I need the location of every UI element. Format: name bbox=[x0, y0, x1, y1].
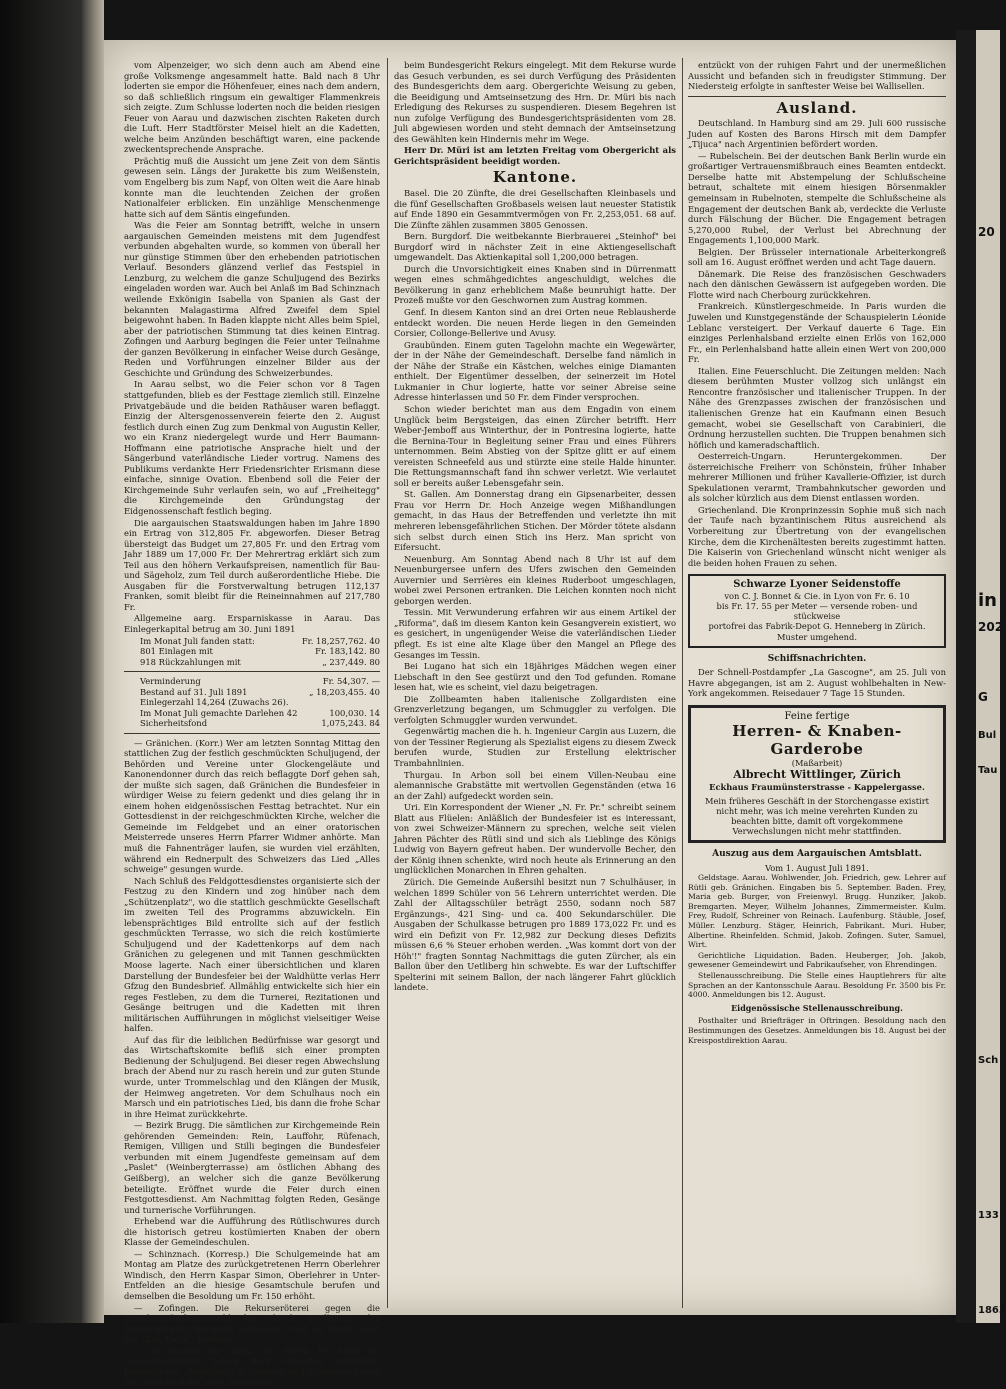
page-fold bbox=[82, 0, 104, 1323]
divider bbox=[688, 96, 946, 97]
ad-line: bis Fr. 17. 55 per Meter — versende roben- und stückweise bbox=[716, 600, 918, 622]
paragraph: Geldstage. Aarau. Wohlwender, Joh. Friedrich, gew. Lehrer auf Rütli geb. Gränichen. Eingaben bis 5. September. Baden. Frey, Maria geb. Burger, von Freienwyl. Brugg. Hunziker, Jakob. Bremgarten. Meyer, Wilhelm Johannes, Zimmermeister. Kulm. Frey, Rudolf, Schreiner von Reinach. Laufenburg. Stäuble, Josef, Müller. Lenzburg. Stäger, Heinrich, Fabrikant. Muri. Huber, Albertine. Rheinfelden. Schmid, Jakob. Zofingen. Suter, Samuel, Wirt. bbox=[688, 873, 946, 950]
ad-firm: Albrecht Wittlinger, Zürich bbox=[733, 768, 901, 782]
paragraph: Die aargauischen Staatswaldungen haben im Jahre 1890 ein Ertrag von 312,805 Fr. abgeworfen. Dieser Betrag übersteigt das Budget um 27,805 Fr. und den Ertrag vom Jahr 1889 um 17,000 Fr. Der Mehrertrag erklärt sich zum Teil aus den höhern Verkaufspreisen, namentlich für Bau- und Sägeholz, zum Teil durch außerordentliche Hiebe. Die Ausgaben für die Forstverwaltung betrugen 112,137 Franken, somit bleibt für die Reineinnahmen auf 217,780 Fr. bbox=[124, 517, 380, 612]
adjacent-page-strip bbox=[976, 30, 1000, 1323]
amtsblatt-title: Auszug aus dem Aargauischen Amtsblatt. bbox=[712, 849, 922, 860]
paragraph: Stellenausschreibung. Die Stelle eines Hauptlehrers für alte Sprachen an der Kantonsschule Aarau. Besoldung Fr. 3500 bis Fr. 4000. Anmeldungen bis 12. August. bbox=[688, 971, 946, 1000]
eidg-title: Eidgenössische Stellenausschreibung. bbox=[731, 1002, 903, 1013]
adjacent-page-edge bbox=[956, 30, 1006, 1323]
divider bbox=[124, 733, 380, 734]
table-row: Bestand auf 31. Juli 1891 „ 18,203,455. 40 bbox=[140, 686, 380, 697]
section-title-ausland: Ausland. bbox=[776, 98, 858, 117]
ad-pre: Feine fertige bbox=[784, 710, 850, 722]
edge-fragment: G bbox=[978, 690, 988, 704]
paragraph: Gegenwärtig machen die h. h. Ingenieur Cargin aus Luzern, die von der Tessiner Regierung als Spezialist eigens zu diesem Zweck berufen wurde, Studien zur Erstellung elektrischer Trambahnlinien. bbox=[394, 726, 676, 768]
paragraph: Italien. Eine Feuerschlucht. Die Zeitungen melden: Nach diesem berühmten Muster vollzog sich unlängst ein Rencontre französischer und italienischer Truppen. In der Nähe des Grenzpasses zwischen der französischen und italienischen Grenze hat ein Kaufmann einen Besuch gemacht, wobei sie Gesellschaft von Carabinieri, die Ordnung herzustellen suchten. Die Truppen benahmen sich höflich und kameradschaftlich. bbox=[688, 365, 946, 450]
paragraph: Uri. Ein Korrespondent der Wiener „N. Fr. Pr." schreibt seinem Blatt aus Flüelen: Anläßlich der Bundesfeier ist es interessant, von zwei Schweizer-Männern zu sprechen, welche seit vielen Jahren Pächter des Rütli sind und sich als Lieblinge des Königs Ludwig von Bayern gefreut haben. Der wundervolle Becher, den der König ihnen schenkte, wird noch heute als Erinnerung an den unglücklichen Monarchen in Ehren gehalten. bbox=[394, 802, 676, 876]
paragraph: beim Bundesgericht Rekurs eingelegt. Mit dem Rekurse wurde das Gesuch verbunden, es sei durch Verfügung des Präsidenten des Bundesgerichts dem aarg. Obergerichte Weisung zu geben, die Beeidigung und Amtseinsetzung des Hrn. Dr. Müri bis nach Erledigung des Rekurses zu suspendieren. Diesem Begehren ist nun zufolge Verfügung des Bundesgerichtspräsidenten vom 28. Juli abgewiesen worden und steht demnach der Amtseinsetzung des Gewählten kein Hindernis mehr im Wege. bbox=[394, 60, 676, 144]
table-row: 918 Rückzahlungen mit „ 237,449. 80 bbox=[140, 656, 380, 667]
paragraph: Zürich. Die Gemeinde Außersihl besitzt nun 7 Schulhäuser, in welchen 1899 Schüler von 56 Lehrern unterrichtet werden. Die Zahl der Alltagsschüler beträgt 2550, sodann noch 587 Ergänzungs-, 421 Sing- und ca. 400 Sekundarschüler. Die Ausgaben der Schulkasse betrugen pro 1889 173,022 Fr. und es wird ein Defizit von Fr. 12,982 zur Deckung dieses Defizits müssen 6,6 % Steuer erhoben werden. „Was kommt dort von der Höh'!" fragten Sonntag Nachmittags die guten Zürcher, als ein Ballon über den Uetliberg hin schwebte. Es war der Luftschiffer Spelterini mit seinem Ballon, der nach längerer Fahrt glücklich landete. bbox=[394, 877, 676, 993]
paragraph: Griechenland. Die Kronprinzessin Sophie muß sich nach der Taufe nach byzantinischem Ritus ausreichend als Vorbereitung zur Übertretung von der evangelischen Kirche, dem die Kirchenältesten bereits zugestimmt hatten. Die Kaiserin von Griechenland wünscht nicht weniger als die beiden hohen Frauen zu sehen. bbox=[688, 504, 946, 568]
column-3 bbox=[688, 60, 946, 1046]
edge-fragment: Bul bbox=[978, 730, 997, 741]
paragraph: Basel. Die 20 Zünfte, die drei Gesellschaften Kleinbasels und die fünf Gesellschaften Großbasels weisen laut neuester Statistik auf Ende 1890 ein Gesammtvermögen von Fr. 2,253,051. 68 auf. Die Zünfte zählen zusammen 3805 Genossen. bbox=[394, 188, 676, 230]
paragraph: — Rubelschein. Bei der deutschen Bank Berlin wurde ein großartiger Vertrauensmißbrauch eines Beamten entdeckt. Derselbe hatte mit Abstempelung der Schlußscheine betraut, schaltete mit einem hiesigen Börsenmakler gemeinsam in Rubelnoten, stempelte die Schlußscheine als Engagement der deutschen Bank ab, verdeckte die Verluste durch Fälschung der Bücher. Die Engagement betragen 5,270,000 Rubel, der Verlust bei Abrechnung der Engagements 1,100,000 Mark. bbox=[688, 150, 946, 246]
paragraph: St. Gallen. Am Donnerstag drang ein Gipsenarbeiter, dessen Frau vor Herrn Dr. Hoch Anzeige wegen Mißhandlungen gemacht, in das Haus der Betreffenden und verletzte ihn mit mehreren lebensgefährlichen Stichen. Der Mörder tötete alsdann sich selbst durch einen Stich ins Herz. Man spricht von Eifersucht. bbox=[394, 489, 676, 553]
paragraph: In Aarau selbst, wo die Feier schon vor 8 Tagen stattgefunden, blieb es der Festtage ziemlich still. Einzelne Privatgebäude und die beiden Rathäuser waren beflaggt. Einzig der Altersgenossenverein feierte den 2. August festlich durch einen Zug zum Denkmal von Augustin Keller, wo ein Kranz niedergelegt wurde und Herr Baumann-Hoffmann eine patriotische Ansprache hielt und der Sängerbund vaterländische Lieder vortrug. Namens des Publikums verdankte Herr Friedensrichter Erismann diese einfache, sinnige Ovation. Ebenbend soll die Feier der Kirchgemeinde Suhr verlaufen sein, wo auf „Freiheitegg" die Kirchgemeinde den Gründungstag der Eidgenossenschaft festlich beging. bbox=[124, 379, 380, 516]
paragraph: Deutschland. In Hamburg sind am 29. Juli 600 russische Juden auf Kosten des Barons Hirsch mit dem Dampfer „Tijuca" nach Argentinien befördert worden. bbox=[688, 118, 946, 150]
paragraph: — Gränichen. (Korr.) Wer am letzten Sonntag Mittag den stattlichen Zug der festlich geschmückten Schuljugend, der Behörden und Vereine unter Glockengeläute und Kanonendonner durch das reich beflaggte Dorf gehen sah, der mußte sich sagen, daß Gränichen die Bundesfeier in würdiger Weise zu feiern gedenkt und dies gelang ihr in einem hohen eidgenössischen Festtag betrachtet. Nur ein Gottesdienst in der reichgeschmückten Kirche, welcher die Gemeinde im Feldgebet und an einer oratorischen Meisterrede unseres Herrn Pfarrer Widmer anhörte. Man muß die Fahnenträger laufen, sie wurden viel erzählten, während ein Rednerpult des Schweizers das Lied „Alles schweige" gesungen wurde. bbox=[124, 737, 380, 875]
edge-fragment: Tau bbox=[978, 765, 998, 776]
edge-fragment: 20 bbox=[978, 225, 995, 239]
paragraph: Thurgau. In Arbon soll bei einem Villen-Neubau eine alemannische Grabstätte mit wertvollen Gegenständen (etwa 16 an der Zahl) aufgedeckt worden sein. bbox=[394, 769, 676, 801]
book-binding-shadow bbox=[0, 0, 95, 1323]
paragraph: Neuenburg. Am Sonntag Abend nach 8 Uhr ist auf dem Neuenburgersee unfern des Ufers zwischen den Gemeinden Auvernier und Serrières ein kleines Ruderboot umgeschlagen, wobei zwei Personen ertranken. Die Leichen konnten noch nicht geborgen werden. bbox=[394, 553, 676, 606]
paragraph: Dänemark. Die Reise des französischen Geschwaders nach den dänischen Gewässern ist aufgegeben worden. Die Flotte wird nach Cherbourg zurückkehren. bbox=[688, 268, 946, 300]
edge-fragment: 1863 bbox=[978, 1305, 1006, 1316]
ad-address: Eckhaus Fraumünsterstrasse - Kappelergasse. bbox=[709, 782, 925, 793]
paragraph: Nach Schluß des Feldgottesdienstes organisierte sich der Festzug zu den Kindern und zog hinüber nach dem „Schützenplatz", wo die stattlich geschmückte Gesellschaft im zweiten Teil des Programms abzuwickeln. Ein lebensprächtiges Bild entrollte sich auf der festlich geschmückten Terrasse, wo sich die reich kostümierte Schuljugend und der Kadettenkorps auf dem nach Gränichen zu gelegenen und mit Tannen geschmückten Moose lagerte. Nach einer übersichtlichen und klaren Darstellung der Bundesfeier bei der Waldhütte verlas Herr Gfzug den Bundesbrief. Allmählig entwickelte sich hier ein reges Festleben, zu dem die Turnerei, Rezitationen und Gesänge beitrugen und die Kadetten mit ihren militärischen Aufführungen in möglichst vielseitiger Weise halfen. bbox=[124, 875, 380, 1034]
paragraph: Bei Lugano hat sich ein 18jähriges Mädchen wegen einer Liebschaft in den See gestürzt und den Tod gefunden. Romane lesen hat, wie es scheint, viel dazu beigetragen. bbox=[394, 661, 676, 693]
column-rule bbox=[682, 58, 683, 1308]
paragraph: Bern. Burgdorf. Die weitbekannte Bierbrauerei „Steinhof" bei Burgdorf wird in nächster Zeit in eine Aktiengesellschaft umgewandelt. Das Aktienkapital soll 1,200,000 betragen. bbox=[394, 231, 676, 263]
savings-bank-table bbox=[124, 636, 380, 729]
paragraph: Schon wieder berichtet man aus dem Engadin von einem Unglück beim Bergsteigen, das einen Zürcher betrifft. Herr Weber-Jemboff aus Winterthur, der in Pontresina logierte, hatte die Bernina-Tour in Begleitung seiner Frau und eines Führers unternommen. Beim Abstieg von der Spitze glitt er auf einem vereisten Schneefeld aus und stürzte eine steile Halde hinunter. Die Rettungsmannschaft fand ihn schwer verletzt. Wie verlautet soll er bereits außer Lebensgefahr sein. bbox=[394, 403, 676, 488]
ad-title: Herren- & Knaben-Garderobe bbox=[732, 722, 902, 759]
paragraph: Der Schnell-Postdampfer „La Gascogne", am 25. Juli von Havre abgegangen, ist am 2. August wohlbehalten in New-York angekommen. Reisedauer 7 Tage 15 Stunden. bbox=[688, 667, 946, 699]
paragraph: entzückt von der ruhigen Fahrt und der unermeßlichen Aussicht und befanden sich in freudigster Stimmung. Der Niedersteig erfolgte in sanftester Weise bei Wallisellen. bbox=[688, 60, 946, 92]
edge-fragment: Sch bbox=[978, 1055, 999, 1066]
ship-news-title: Schiffsnachrichten. bbox=[767, 653, 867, 664]
edge-fragment: 202 bbox=[978, 620, 1004, 634]
paragraph: Auf das für die leiblichen Bedürfnisse war gesorgt und das Wirtschaftskomite befliß sich einer prompten Bedienung der Schuljugend. Bei dieser regen Abwechslung brach der Abend nur zu rasch herein und zur guten Stunde wurde, unter Trommelschlag und den Klängen der Musik, der Heimweg angetreten. Vor dem Schulhaus noch ein Marsch und ein patriotisches Lied, bis dann die frohe Schar in ihre Heimat zurückkehrte. bbox=[124, 1034, 380, 1119]
edge-fragment: in bbox=[978, 590, 997, 611]
column-1 bbox=[124, 60, 380, 1389]
paragraph: Erhebend war die Aufführung des Rütlischwures durch die historisch getreu kostümierten Knaben der obern Klasse der Gemeindeschulen. bbox=[124, 1216, 380, 1248]
edge-fragment: 133 bbox=[978, 1210, 999, 1221]
ad-line: Muster umgehend. bbox=[777, 631, 857, 642]
paragraph: — Zofingen. Die Rekurseröterei gegen die Gerichtspräsidentenwahl hat durch Verfügung des Bundesgerichts ihr Ende gefunden. „Gott sei Dank!" sagt das „Zof. Tagbl." hierüber. bbox=[124, 1302, 380, 1345]
paragraph: Oesterreich-Ungarn. Heruntergekommen. Der österreichische Freiherr von Schönstein, früher Inhaber mehrerer Millionen und früher Kavallerie-Offizier, ist durch Spekulationen verarmt, Trambahnkutscher geworden und als solcher kürzlich aus dem Dienst entlassen worden. bbox=[688, 451, 946, 504]
ad-line: portofrei das Fabrik-Depot G. Henneberg in Zürich. bbox=[708, 621, 926, 632]
paragraph: Durch die Unvorsichtigkeit eines Knaben sind in Dürrenmatt wegen eines schmähgedichtes angeschuldigt, welches die Bevölkerung in ganz erheblichem Maße beunruhigt hatte. Der Prozeß mußte vor den Geschwornen zum Austrag kommen. bbox=[394, 263, 676, 306]
column-2 bbox=[394, 60, 676, 994]
divider bbox=[124, 671, 380, 672]
column-rule bbox=[387, 58, 388, 1308]
table-row: Sicherheitsfond 1,075,243. 84 bbox=[140, 718, 380, 729]
paragraph: Genf. In diesem Kanton sind an drei Orten neue Reblausherde entdeckt worden. Die neuen Herde liegen in den Gemeinden Corsier, Collonge-Bellerive und Avusy. bbox=[394, 307, 676, 339]
newspaper-page bbox=[104, 40, 956, 1388]
paragraph: — Bezirk Brugg. Die sämtlichen zur Kirchgemeinde Rein gehörenden Gemeinden: Rein, Lauffohr, Rüfenach, Remigen, Villigen und Stilli begingen die Bundesfeier verbunden mit einem Jugendfeste gemeinsam auf dem „Paslet" (Weinbergterrasse) am östlichen Abhang des Geißberg), an welcher sich die ganze Bevölkerung beteiligte. Eröffnet wurde die Feier durch einen Festgottesdienst. Am Nachmittag folgten Reden, Gesänge und turnerische Vorführungen. bbox=[124, 1120, 380, 1215]
ad-sub: (Maßarbeit) bbox=[791, 758, 843, 769]
paragraph: Herr Dr. Müri ist am letzten Freitag vom Obergericht als Gerichtspräsident beeidigt worden. bbox=[394, 145, 676, 166]
paragraph: Die Zollbeamten haben italienische Zollgardisten eine Grenzverletzung begangen, um Schmuggler zu verfolgen. Die verfolgten Schmuggler wurden verwundet. bbox=[394, 693, 676, 725]
advertisement-garderobe bbox=[688, 705, 946, 843]
table-row: Im Monat Juli fanden statt: Fr. 18,257,762. 40 bbox=[140, 635, 380, 646]
ad-title: Schwarze Lyoner Seidenstoffe bbox=[733, 579, 901, 591]
savings-bank-intro: Allgemeine aarg. Ersparniskasse in Aarau. Das Einlegerkapital betrug am 30. Juni 1891 bbox=[124, 613, 380, 634]
paragraph: — In Sachen der Wahl des Herrn Dr. Müri als Gerichtspräsident haben Herr Sebastian Schmidlin, Redaktor der „Tagespost" in Zofingen und Konsorten gegen den Entscheid der aarg. Regierung bbox=[124, 1345, 380, 1388]
paragraph: — Schinznach. (Korresp.) Die Schulgemeinde hat am Montag am Platze des zurückgetretenen Herrn Oberlehrer Windisch, den Herrn Kaspar Simon, Oberlehrer in Unter-Entfelden an die hiesige Gesamtschule berufen und demselben die Besoldung um Fr. 150 erhöht. bbox=[124, 1248, 380, 1301]
ad-text: Mein früheres Geschäft in der Storchengasse existirt nicht mehr, was ich meine verehrten Kunden zu beachten bitte, damit oft vorgekommene Verwechslungen nicht mehr stattfinden. bbox=[704, 795, 929, 837]
table-row: Im Monat Juli gemachte Darlehen 42 100,030. 14 bbox=[140, 707, 380, 718]
paragraph: Frankreich. Künstlergeschmeide. In Paris wurden die Juwelen und Kunstgegenstände der Schauspielerin Léonide Leblanc versteigert. Der Verkauf dauerte 6 Tage. Ein einziges Perlenhalsband erzielte einen Erlös von 162,000 Fr., ein Perlenhalsband hatte allein einen Wert von 200,000 Fr. bbox=[688, 301, 946, 365]
advertisement-silk bbox=[688, 574, 946, 648]
paragraph: Graubünden. Einem guten Tagelohn machte ein Wegewärter, der in der Nähe der Gemeindeschaft. Derselbe fand nämlich in der Nähe der Straße ein Kästchen, welches einige Diamanten enthielt. Der Eigentümer desselben, der seinerzeit im Hotel Lukmanier in Chur logierte, hatte vor seiner Abreise seine Adresse hinterlassen und 50 Fr. dem Finder versprochen. bbox=[394, 339, 676, 403]
table-row: 801 Einlagen mit Fr. 183,142. 80 bbox=[140, 646, 380, 657]
paragraph: Prächtig muß die Aussicht um jene Zeit von dem Säntis gewesen sein. Längs der Jurakette bis zum Weißenstein, vom Engelberg bis zum Napf, von Olten weit die Aare hinab konnte man die leuchtenden Zeichen der großen Nationalfeier erblicken. Ein unzählige Menschenmenge hatte sich auf dem Säntis eingefunden. bbox=[124, 155, 380, 219]
paragraph: Posthalter und Briefträger in Oftringen. Besoldung nach den Bestimmungen des Gesetzes. Anmeldungen bis 18. August bei der Kreispostdirektion Aarau. bbox=[688, 1016, 946, 1045]
table-row: Einlegerzahl 14,264 (Zuwachs 26). bbox=[140, 697, 289, 708]
amtsblatt-date: Vom 1. August Juli 1891. bbox=[765, 862, 869, 873]
paragraph: Tessin. Mit Verwunderung erfahren wir aus einem Artikel der „Riforma", daß im diesem Kanton kein Gesangverein existiert, wo es gesichert, in ungenügender Weise die vaterländischen Lieder pflegt. Es ist eine alte Klage über den Mangel an Pflege des Gesanges im Tessin. bbox=[394, 607, 676, 660]
table-row: Verminderung Fr. 54,307. — bbox=[140, 676, 380, 687]
ad-line: von C. J. Bonnet & Cie. in Lyon von Fr. 6. 10 bbox=[724, 590, 910, 601]
paragraph: Was die Feier am Sonntag betrifft, welche in unsern aargauischen Gemeinden meistens mit dem Jugendfest verbunden abgehalten wurde, so kommen von überall her nur günstige Stimmen über den erhebenden patriotischen Verlauf. Besonders glänzend verlief das Festspiel in Lenzburg, zu welchem die ganze Schuljugend des Bezirks eingeladen worden war. Auch bei Anlaß im Bad Schinznach weilende Exkönigin Isabella von Spanien als Gast der bekannten Malagastirma Alfred Zweifel dem Spiel beigewohnt haben. In Baden klappte nicht Alles beim Spiel, aber der patriotischen Stimmung tat dies keinen Eintrag. Zofingen und Aarburg begingen die Feier unter Teilnahme der ganzen Bevölkerung in einfacher Weise durch Gesänge, Reden und Vorführungen einzelner Bilder aus der Geschichte und Gründung des Schweizerbundes. bbox=[124, 220, 380, 378]
paragraph: Belgien. Der Brüsseler internationale Arbeiterkongreß soll am 16. August eröffnet werden und acht Tage dauern. bbox=[688, 246, 946, 268]
paragraph: vom Alpenzeiger, wo sich denn auch am Abend eine große Volksmenge angesammelt hatte. Bald nach 8 Uhr loderten sie empor die Höhenfeuer, eines nach dem andern, so daß schließlich ringsum ein gewaltiger Flammenkreis sich zeigte. Zum Schlusse loderten noch die beiden riesigen Feuer von Aarau und dazwischen zischten Raketen durch die Luft. Herr Stadtförster Meisel hielt an die Kadetten, welche beim Anzünden beschäftigt waren, eine packende zweckentsprechende Ansprache. bbox=[124, 60, 380, 155]
section-title-kantone: Kantone. bbox=[492, 168, 578, 187]
paragraph: Gerichtliche Liquidation. Baden. Heuberger, Joh. Jakob, gewesener Gemeindewirt und Fabrikaufseher, von Ehrendingen. bbox=[688, 950, 946, 970]
